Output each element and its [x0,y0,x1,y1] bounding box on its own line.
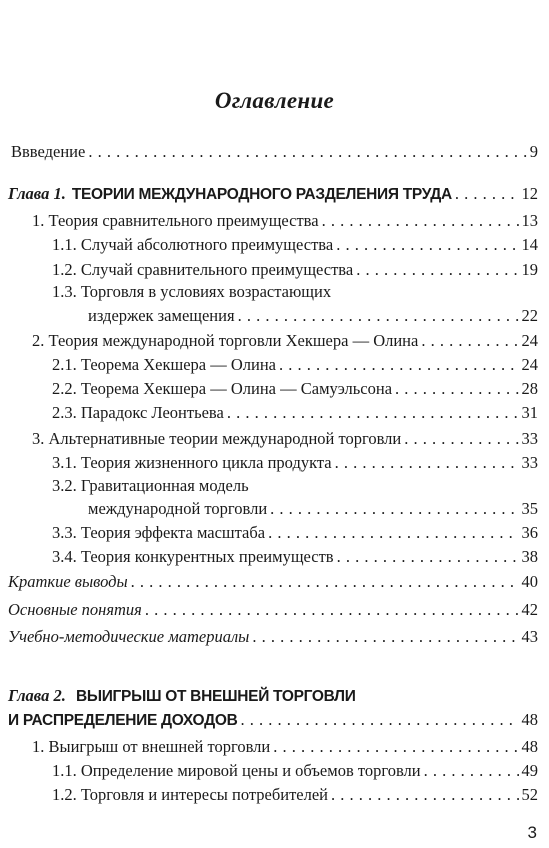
dot-leader [273,736,518,758]
toc-page-number: 22 [521,306,538,325]
toc-subsection-3-3[interactable] [52,522,538,544]
toc-ch2-subsection-1-1[interactable] [52,760,538,782]
dot-leader [421,330,518,352]
chapter-title-continued: И РАСПРЕДЕЛЕНИЕ ДОХОДОВ [8,712,238,729]
dot-leader [336,234,518,256]
dot-leader [268,522,518,544]
toc-page-number: 38 [521,547,538,566]
dot-leader [455,183,519,205]
toc-section-1[interactable] [32,210,538,232]
toc-entry-label: 3.1. Теория жизненного цикла продукта [52,453,332,472]
toc-subsection-2-2[interactable] [52,378,538,400]
dot-leader [404,428,518,450]
dot-leader [145,599,519,621]
toc-entry-label: 1. Теория сравнительного преимущества [32,211,319,230]
toc-page-number: 35 [521,499,538,518]
chapter-prefix: Глава 2. [8,686,66,705]
toc-subsection-3-2[interactable] [88,498,538,520]
toc-entry-label: 3.3. Теория эффекта масштаба [52,523,266,542]
toc-page-number: 28 [521,379,538,398]
toc-subsection-3-1[interactable] [52,452,538,474]
toc-page-number: 52 [521,785,538,804]
dot-leader [252,626,518,648]
toc-entry-label: 3. Альтернативные теории международной торговли [32,429,402,448]
toc-entry-summary[interactable] [8,571,538,593]
toc-subsection-3-2-line1[interactable]: 3.2. Гравитационная модель [52,476,249,495]
toc-subsection-1-2[interactable] [52,259,538,281]
toc-page-number: 24 [521,355,538,374]
chapter-title: ВЫИГРЫШ ОТ ВНЕШНЕЙ ТОРГОВЛИ [75,688,356,705]
page-title: Оглавление [214,88,335,113]
chapter-prefix: Глава 1. [8,184,66,203]
dot-leader [322,210,519,232]
toc-subsection-2-3[interactable] [52,402,538,424]
toc-entry-intro[interactable] [11,141,538,163]
toc-entry-label: международной торговли [88,499,268,518]
toc-entry-concepts[interactable] [8,599,538,621]
toc-entry-label: 2.3. Парадокс Леонтьева [52,403,224,422]
toc-subsection-1-3[interactable] [88,305,538,327]
toc-page-number: 12 [521,184,538,203]
toc-page-number: 13 [521,211,538,230]
toc-section-2[interactable] [32,330,538,352]
toc-page-number: 31 [521,403,538,422]
toc-chapter-1[interactable] [8,183,538,206]
toc-entry-label: 1.1. Случай абсолютного преимущества [52,235,334,254]
toc-ch2-subsection-1-2[interactable] [52,784,538,806]
toc-chapter-2[interactable] [8,709,538,732]
dot-leader [88,141,526,163]
toc-subsection-1-1[interactable] [52,234,538,256]
toc-entry-label: 2. Теория международной торговли Хекшера — Олина [32,331,419,350]
dot-leader [335,452,519,474]
dot-leader [356,259,518,281]
toc-page-number: 42 [521,600,538,619]
dot-leader [424,760,519,782]
page-number: 3 [527,823,537,842]
dot-leader [395,378,518,400]
toc-page-number: 33 [521,453,538,472]
dot-leader [238,305,519,327]
toc-entry-label: 1.2. Торговля и интересы потребителей [52,785,329,804]
toc-page-number: 36 [521,523,538,542]
toc-entry-label: 1.2. Случай сравнительного преимущества [52,260,354,279]
toc-subsection-3-4[interactable] [52,546,538,568]
toc-page-number: 48 [521,737,538,756]
toc-entry-label: Учебно-методические материалы [8,627,250,646]
toc-section-3[interactable] [32,428,538,450]
toc-entry-materials[interactable] [8,626,538,648]
toc-entry-label: Ввведение [11,142,86,161]
toc-page-number: 33 [521,429,538,448]
dot-leader [131,571,519,593]
toc-page-number: 49 [521,761,538,780]
dot-leader [270,498,518,520]
toc-entry-label: 1.1. Определение мировой цены и объемов торговли [52,761,421,780]
toc-page-number: 43 [521,627,538,646]
dot-leader [331,784,518,806]
toc-entry-label: Основные понятия [8,600,142,619]
chapter-title: ТЕОРИИ МЕЖДУНАРОДНОГО РАЗДЕЛЕНИЯ ТРУДА [71,186,452,203]
toc-entry-label: издержек замещения [88,306,235,325]
toc-subsection-2-1[interactable] [52,354,538,376]
dot-leader [279,354,519,376]
toc-entry-label: 1. Выигрыш от внешней торговли [32,737,271,756]
toc-page-number: 24 [521,331,538,350]
dot-leader [227,402,519,424]
toc-page-number: 14 [521,235,538,254]
toc-subsection-1-3-line1[interactable]: 1.3. Торговля в условиях возрастающих [52,282,332,301]
toc-entry-label: 3.4. Теория конкурентных преимуществ [52,547,334,566]
dot-leader [241,709,519,731]
toc-page-number: 48 [521,710,538,729]
toc-ch2-section-1[interactable] [32,736,538,758]
dot-leader [337,546,519,568]
toc-page-number: 9 [529,142,538,161]
toc-entry-label: Краткие выводы [8,572,128,591]
toc-entry-label: 2.1. Теорема Хекшера — Олина [52,355,276,374]
toc-page-number: 19 [521,260,538,279]
toc-page-number: 40 [521,572,538,591]
toc-chapter-2-line1[interactable] [8,685,356,708]
toc-entry-label: 2.2. Теорема Хекшера — Олина — Самуэльсона [52,379,393,398]
